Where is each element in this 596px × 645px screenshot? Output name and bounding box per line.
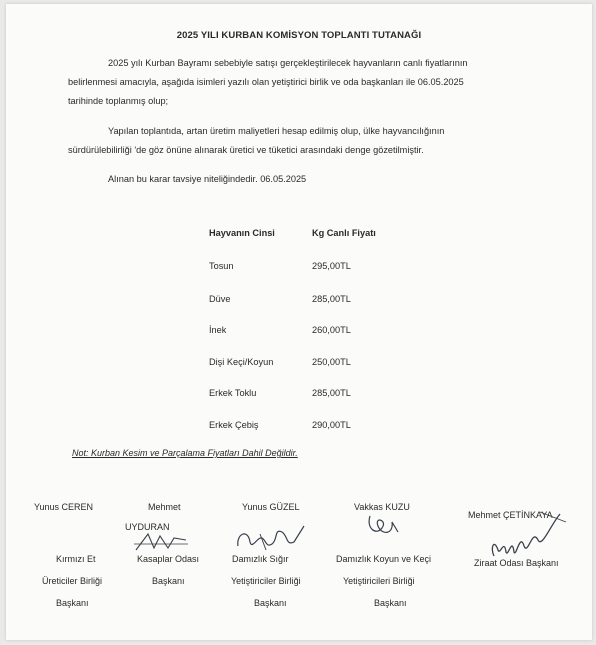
signatory-title-line: Kasaplar Odası [137,554,200,564]
paragraph-intro-line-3: tarihinde toplanmış olup; [68,96,169,106]
table-cell-price: 290,00TL [312,420,351,430]
signatory-title-line: Damızlık Koyun ve Keçi [336,554,432,564]
paragraph-intro-line-1: 2025 yılı Kurban Bayramı sebebiyle satışı gerçekleştirilecek hayvanların canlı fiyatlarının [108,58,468,68]
signatory-block-1 [20,502,130,612]
signatory-title-line: Başkanı [254,598,287,608]
price-table-header-animal: Hayvanın Cinsi [209,228,275,238]
table-cell-animal: Dişi Keçi/Koyun [209,357,274,367]
signatory-title-line: Yetiştiriciler Birliği [231,576,301,586]
signatory-title-line: Yetiştiricileri Birliği [343,576,415,586]
exclusion-note: Not: Kurban Kesim ve Parçalama Fiyatları Dahil Değildir. [72,448,298,458]
signature-scribble [230,516,310,556]
signatory-block-5 [470,502,586,612]
table-row [209,388,429,402]
paragraph-intro [68,54,542,111]
table-row [209,294,429,308]
document-title: 2025 YILI KURBAN KOMİSYON TOPLANTI TUTANAĞI [176,30,422,41]
table-row [209,420,429,434]
signatory-name: Yunus CEREN [34,502,94,512]
paragraph-decision-line-2: sürdürülebilirliği 'de göz önüne alınarak üretici ve tüketici arasındaki denge gözetilmiştir. [68,145,424,155]
table-cell-price: 295,00TL [312,261,351,271]
signatory-title-line: Başkanı [56,598,89,608]
table-cell-animal: Erkek Çebiş [209,420,259,430]
signatory-surname: UYDURAN [125,522,170,532]
table-cell-price: 260,00TL [312,325,351,335]
signature-scribble [130,530,190,554]
signatory-block-4 [336,502,470,612]
signatory-block-2 [125,502,230,612]
signature-scribble [480,508,570,562]
price-table-header-price: Kg Canlı Fiyatı [312,228,376,238]
paragraph-decision-line-1: Yapılan toplantıda, artan üretim maliyetleri hesap edilmiş olup, ülke hayvancılığının [108,126,445,136]
table-cell-price: 250,00TL [312,357,351,367]
table-cell-animal: Erkek Toklu [209,388,257,398]
table-cell-price: 285,00TL [312,294,351,304]
signatory-block-3 [230,502,350,612]
paragraph-decision [68,122,542,160]
signatory-title-line: Damızlık Sığır [232,554,289,564]
table-cell-animal: Tosun [209,261,234,271]
paragraph-advisory-text: Alınan bu karar tavsiye niteliğindedir. 06.05.2025 [108,174,307,184]
document-page [6,4,592,640]
signatory-title-line: Başkanı [374,598,407,608]
table-cell-animal: İnek [209,325,227,335]
table-cell-animal: Düve [209,294,231,304]
paragraph-intro-line-2: belirlenmesi amacıyla, aşağıda isimleri yazılı olan yetiştirici birlik ve oda başkanları ile 06.05.2025 [68,77,464,87]
signature-scribble [364,510,404,540]
table-row [209,261,429,275]
table-row [209,357,429,371]
table-cell-price: 285,00TL [312,388,351,398]
signatory-title-line: Başkanı [152,576,185,586]
signatory-title-line: Üreticiler Birliği [42,576,103,586]
signatory-name: Vakkas KUZU [354,502,410,512]
signatory-name: Mehmet ÇETİNKAYA [468,510,553,520]
table-row [209,325,429,339]
signatory-name: Yunus GÜZEL [242,502,300,512]
paragraph-advisory [68,170,542,189]
signatory-title-line: Ziraat Odası Başkanı [474,558,559,568]
signatory-title-line: Kırmızı Et [56,554,96,564]
signatory-name: Mehmet [148,502,181,512]
